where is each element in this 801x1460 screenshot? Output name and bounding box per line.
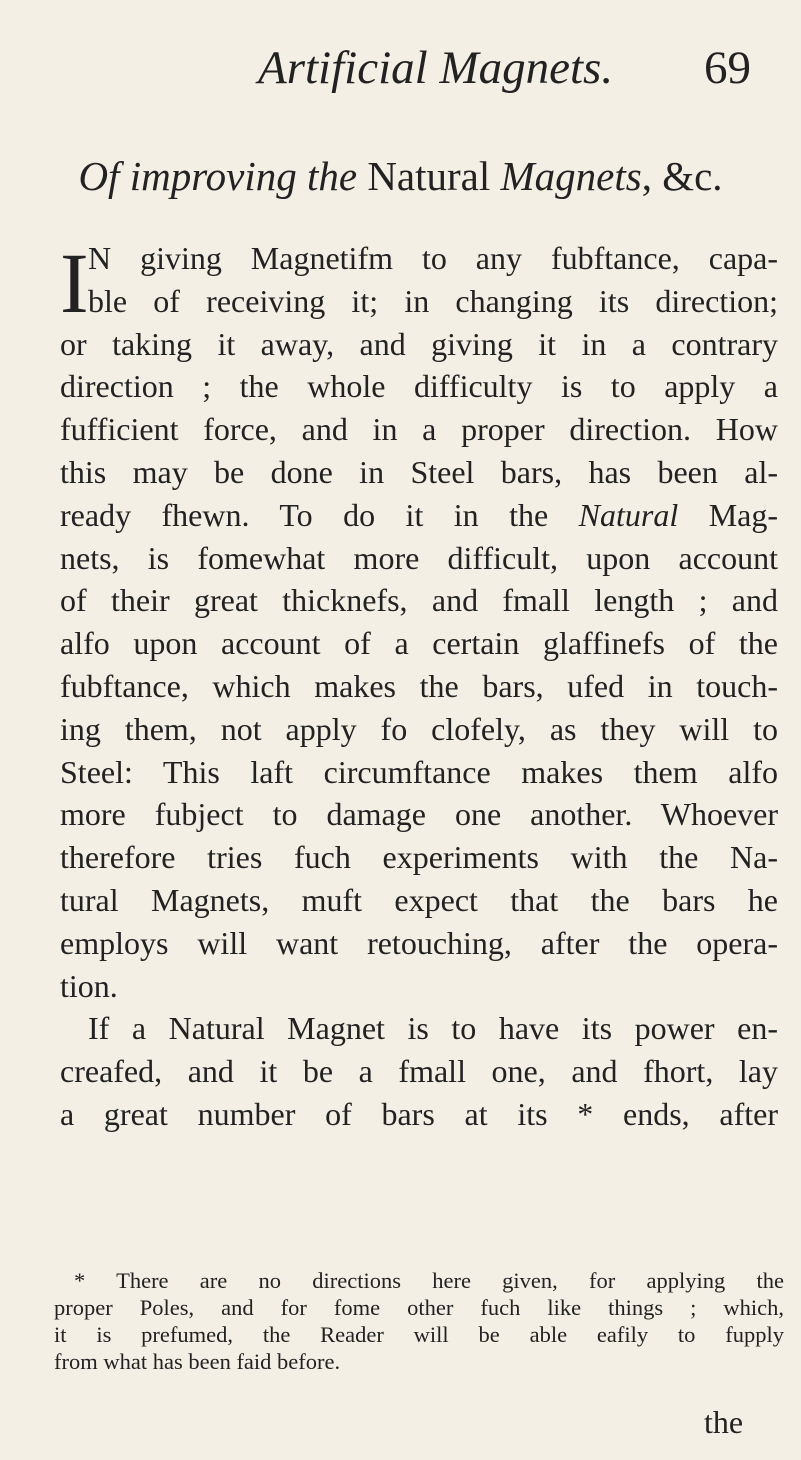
text-line: this may be done in Steel bars, has been al- xyxy=(60,453,778,490)
text-fragment: Mag- xyxy=(708,496,779,533)
footnote-line: * There are no directions here given, for applying the xyxy=(74,1268,784,1293)
text-line: Steel: This laft circumftance makes them alfo xyxy=(60,753,778,790)
heading-part-italic-magnets: Magnets xyxy=(500,153,642,199)
text-line: N giving Magnetifm to any fubftance, capa- xyxy=(88,240,778,276)
text-line: tion. xyxy=(60,967,118,1004)
text-line: nets, is fomewhat more difficult, upon account xyxy=(60,539,778,576)
body-text xyxy=(60,237,778,1136)
text-line: If a Natural Magnet is to have its power en- xyxy=(88,1010,778,1047)
text-line: employs will want retouching, after the opera- xyxy=(60,924,778,961)
text-line-mixed xyxy=(60,494,778,537)
text-line: or taking it away, and giving it in a contrary xyxy=(60,325,778,362)
text-line: fubftance, which makes the bars, ufed in touch- xyxy=(60,667,778,704)
text-line: alfo upon account of a certain glaffinefs of the xyxy=(60,625,778,662)
drop-cap: I xyxy=(60,235,89,331)
footnote xyxy=(54,1267,784,1375)
text-line: more fubject to damage one another. Whoever xyxy=(60,796,778,833)
footnote-line: from what has been faid before. xyxy=(54,1349,341,1374)
text-fragment: ready fhewn. To do it in the xyxy=(60,496,549,533)
heading-part-roman: Natural xyxy=(367,153,491,199)
running-head xyxy=(200,38,751,98)
footnote-line: it is prefumed, the Reader will be able eafily to fupply xyxy=(54,1322,784,1347)
text-line: a great number of bars at its * ends, after xyxy=(60,1095,778,1132)
text-line: creafed, and it be a fmall one, and fhort, lay xyxy=(60,1053,778,1090)
text-fragment-italic: Natural xyxy=(578,496,679,533)
footnote-line: proper Poles, and for fome other fuch like things ; which, xyxy=(54,1295,784,1320)
text-line: ing them, not apply fo clofely, as they will to xyxy=(60,710,778,747)
text-line: tural Magnets, muft expect that the bars he xyxy=(60,881,778,918)
text-line: fufficient force, and in a proper direction. How xyxy=(60,411,778,448)
text-line: of their great thicknefs, and fmall length ; and xyxy=(60,582,778,619)
catchword: the xyxy=(704,1404,744,1440)
heading-part-etc: , &c. xyxy=(641,153,723,199)
text-line: direction ; the whole difficulty is to apply a xyxy=(60,368,778,405)
running-title: Artificial Magnets. xyxy=(258,42,614,94)
text-line: ble of receiving it; in changing its direction; xyxy=(88,282,778,319)
page-number: 69 xyxy=(704,42,751,94)
section-heading xyxy=(0,150,801,202)
text-line: therefore tries fuch experiments with the Na- xyxy=(60,839,778,876)
heading-part-italic: Of improving the xyxy=(78,153,358,199)
